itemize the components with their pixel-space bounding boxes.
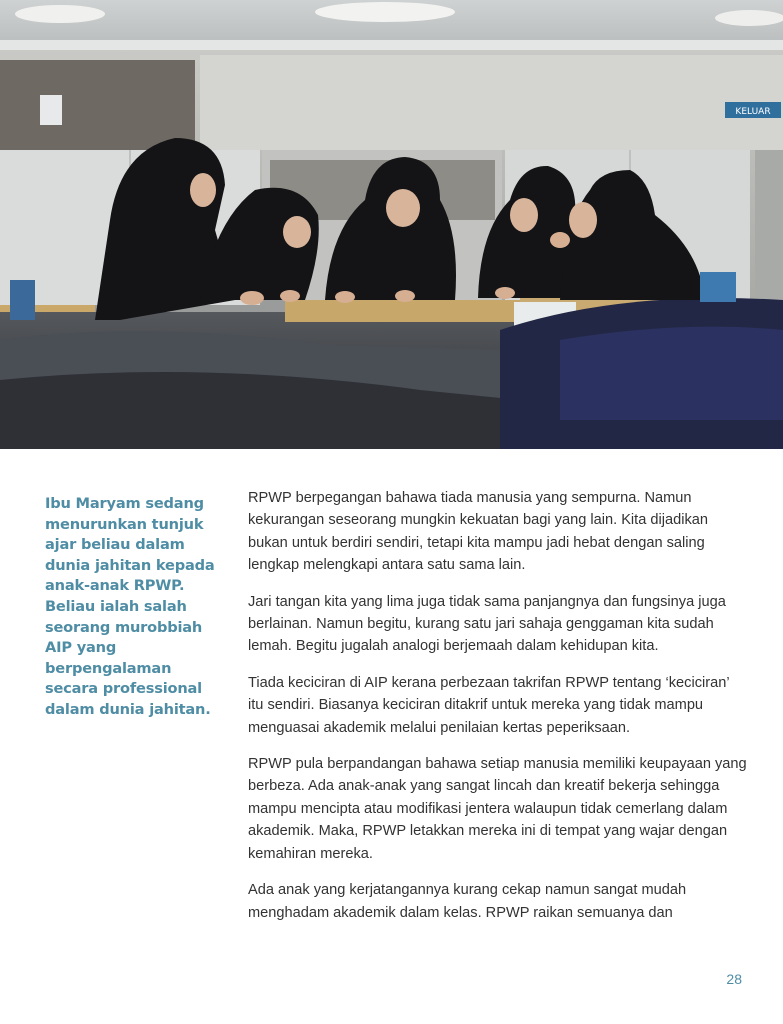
photo-caption: Ibu Maryam sedang menurunkan tunjuk ajar beliau dalam dunia jahitan kepada anak-anak RPWP. Beliau ialah salah seorang murobbiah AIP yang berpengalaman secara professional dalam dunia jahitan. [45, 495, 215, 718]
sewing-class-photo [0, 0, 783, 449]
paragraph: Jari tangan kita yang lima juga tidak sama panjangnya dan fungsinya juga berlainan. Namun begitu, kurang satu jari sahaja genggaman kita sudah lemah. Begitu jugalah analogi berjemaah dalam kehidupan kita. [248, 593, 726, 655]
paragraph: Ada anak yang kerjatangannya kurang cekap namun sangat mudah menghadam akademik dalam kelas. RPWP raikan semuanya dan [248, 882, 687, 921]
paragraph: Tiada keciciran di AIP kerana perbezaan takrifan RPWP tentang ‘keciciran’ itu sendiri. Biasanya keciciran ditakrif untuk mereka yang tidak mampu menguasai akademik melalui penilaian kertas peperiksaan. [248, 674, 730, 736]
page-number: 28 [726, 971, 742, 987]
paragraph: RPWP pula berpandangan bahawa setiap manusia memiliki keupayaan yang berbeza. Ada anak-anak yang sangat lincah dan kreatif bekerja sehingga mampu mencipta atau modifikasi jentera walaupun tidak cemerlang dalam akademik. Maka, RPWP letakkan mereka ini di tempat yang wajar dengan kemahiran mereka. [248, 756, 747, 862]
hero-photo [0, 0, 783, 449]
exit-sign-text: KELUAR [735, 107, 771, 117]
article-body [248, 487, 748, 938]
paragraph: RPWP berpegangan bahawa tiada manusia yang sempurna. Namun kekurangan seseorang mungkin kekuatan bagi yang lain. Kita dijadikan bukan untuk berdiri sendiri, tetapi kita mampu jadi hebat dengan saling lengkap melengkapi antara satu sama lain. [248, 490, 709, 574]
